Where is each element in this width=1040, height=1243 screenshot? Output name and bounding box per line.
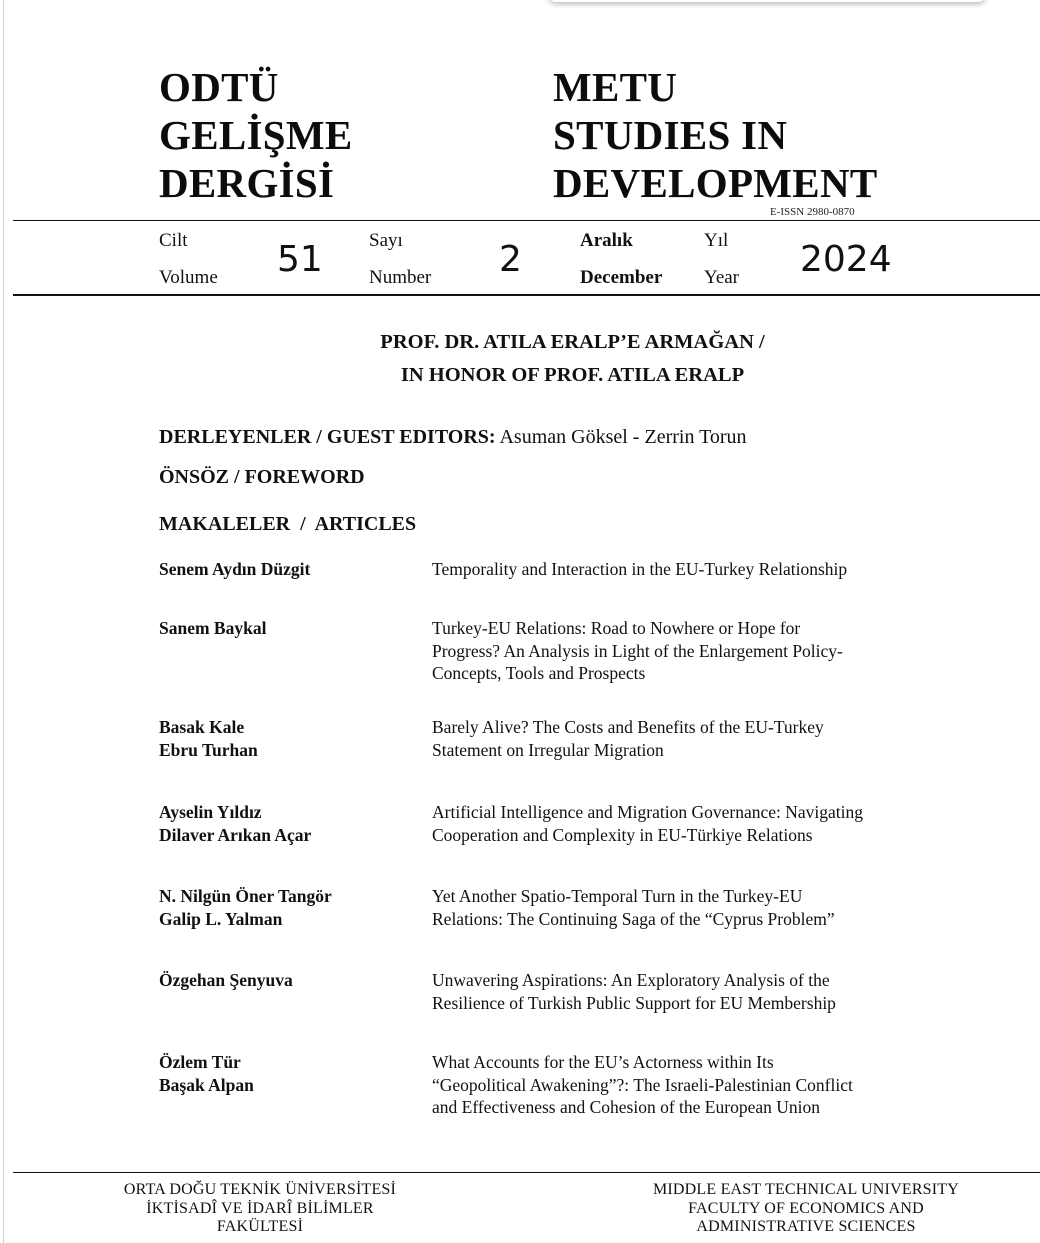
footer-line: MIDDLE EAST TECHNICAL UNIVERSITY [652,1181,960,1198]
volume-value: 51 [277,239,323,280]
author-name: Ebru Turhan [159,739,258,760]
guest-editors-names: Asuman Göksel - Zerrin Torun [495,426,747,448]
author-name: Senem Aydın Düzgit [159,559,311,579]
article-title-line: Cooperation and Complexity in EU-Türkiye Relations [432,824,813,845]
article-title-line: Yet Another Spatio-Temporal Turn in the Turkey-EU [432,886,803,906]
author-name: Başak Alpan [159,1074,254,1095]
journal-title-en-line: METU [553,64,678,110]
issn: E-ISSN 2980-0870 [770,206,855,218]
article-title-line: Statement on Irregular Migration [432,739,664,760]
article-title [432,969,992,1014]
articles-heading: MAKALELER / ARTICLES [159,513,417,535]
footer-institution-en [606,1181,1006,1237]
honor-line-1: PROF. DR. ATILA ERALP’E ARMAĞAN / [380,331,765,353]
footer-line: ADMINISTRATIVE SCIENCES [696,1218,916,1235]
article-title-line: What Accounts for the EU’s Actorness within Its [432,1052,774,1072]
article-title [432,716,992,761]
article-title [432,801,992,846]
article-title-line: “Geopolitical Awakening”?: The Israeli-Palestinian Conflict [432,1074,853,1095]
article-authors [159,801,311,846]
header-rule-bottom [13,294,1040,296]
header-rule-top [13,220,1040,221]
article-authors [159,558,310,581]
article-authors [159,885,332,930]
journal-title-tr-line: GELİŞME [159,112,353,158]
article-title [432,617,992,685]
article-title-line: Unwavering Aspirations: An Exploratory Analysis of the [432,970,830,990]
volume-label-en: Volume [159,267,218,288]
author-name: Dilaver Arıkan Açar [159,824,312,845]
author-name: Özgehan Şenyuva [159,970,293,990]
article-title-line: Barely Alive? The Costs and Benefits of the EU-Turkey [432,717,824,737]
honor-line-2: IN HONOR OF PROF. ATILA ERALP [400,364,745,386]
author-name: Galip L. Yalman [159,908,283,929]
foreword-heading: ÖNSÖZ / FOREWORD [159,466,365,488]
article-title-line: Turkey-EU Relations: Road to Nowhere or Hope for [432,618,801,638]
article-title [432,885,992,930]
footer-institution-tr [60,1181,460,1237]
article-title-line: Relations: The Continuing Saga of the “Cyprus Problem” [432,908,835,929]
year-value: 2024 [800,239,892,280]
article-title [432,558,992,581]
number-label-tr: Sayı [369,230,403,251]
month-label-tr: Aralık [580,230,633,251]
article-authors [159,1051,254,1096]
footer-line: ORTA DOĞU TEKNİK ÜNİVERSİTESİ [123,1181,397,1198]
year-label-en: Year [704,267,740,288]
author-name: Basak Kale [159,717,245,737]
article-authors [159,716,258,761]
overlay-shadow [548,0,986,2]
article-title-line: Artificial Intelligence and Migration Governance: Navigating [432,802,864,822]
number-value: 2 [499,239,522,280]
year-label-tr: Yıl [704,230,729,251]
author-name: Ayselin Yıldız [159,802,262,822]
journal-title-tr-line: DERGİSİ [159,160,335,206]
article-title-line: and Effectiveness and Cohesion of the European Union [432,1097,820,1117]
article-title-line: Temporality and Interaction in the EU-Turkey Relationship [432,559,848,579]
volume-label-tr: Cilt [159,230,188,251]
footer-rule [13,1172,1040,1173]
article-authors [159,617,266,640]
guest-editors-label: DERLEYENLER / GUEST EDITORS: [159,426,496,448]
month-label-en: December [580,267,663,288]
journal-title-en-line: STUDIES IN [553,112,788,158]
article-authors [159,969,293,992]
footer-line: FAKÜLTESİ [216,1218,304,1235]
guest-editors [159,426,747,449]
journal-title-tr-line: ODTÜ [159,64,279,110]
author-name: Özlem Tür [159,1052,241,1072]
footer-line: İKTİSADÎ VE İDARÎ BİLİMLER [146,1199,374,1217]
number-label-en: Number [369,267,432,288]
page-edge [3,0,4,1243]
journal-title-en-line: DEVELOPMENT [553,160,878,206]
article-title [432,1051,992,1119]
footer-line: FACULTY OF ECONOMICS AND [688,1199,924,1217]
article-title-line: Progress? An Analysis in Light of the Enlargement Policy- [432,640,843,661]
article-title-line: Resilience of Turkish Public Support for EU Membership [432,992,836,1013]
journal-title-en [553,63,878,207]
journal-title-tr [159,63,353,207]
article-title-line: Concepts, Tools and Prospects [432,663,646,683]
author-name: N. Nilgün Öner Tangör [159,886,332,906]
author-name: Sanem Baykal [159,618,267,638]
